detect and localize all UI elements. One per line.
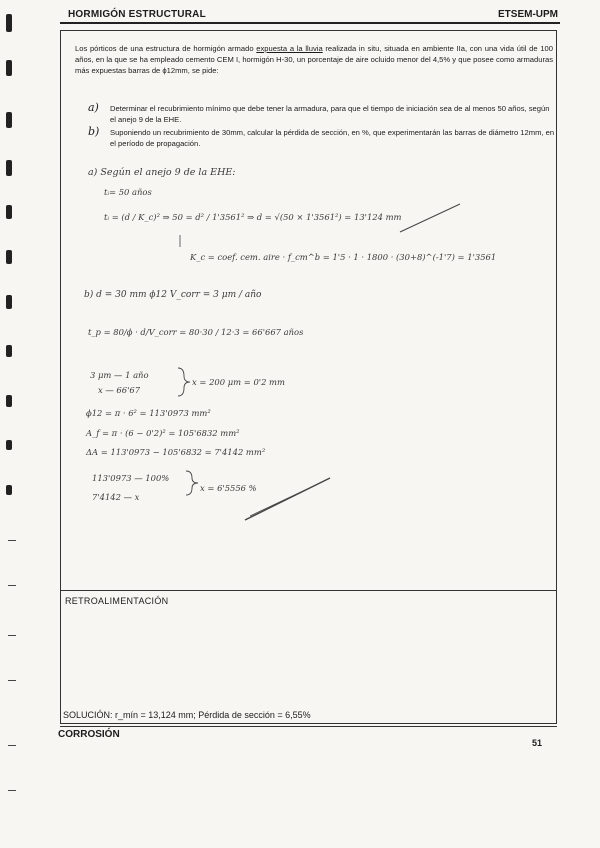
solution-line: SOLUCIÓN: r_mín = 13,124 mm; Pérdida de sección = 6,55%: [63, 710, 311, 720]
hw-b-line6c: x = 6'5556 %: [200, 483, 257, 493]
hw-b-line6a: 113'0973 — 100%: [92, 473, 170, 483]
hw-b-line1: t_p = 80/ϕ · d/V_corr = 80·30 / 12·3 = 66'667 años: [88, 327, 304, 337]
hw-a-line1: tᵢ= 50 años: [104, 187, 152, 197]
hw-a-line2: tᵢ = (d / K_c)² ⇒ 50 = d² / 1'3561² ⇒ d = √(50 × 1'3561²) = 13'124 mm: [104, 212, 402, 222]
task-b-text: Suponiendo un recubrimiento de 30mm, calcular la pérdida de sección, en %, que experimentarán las barras de diámetro 12mm, en el período de propagación.: [110, 128, 555, 148]
task-a-mark: a): [88, 101, 99, 114]
brace-mark: [178, 368, 190, 396]
hw-b-line6b: 7'4142 — x: [92, 492, 140, 502]
task-b-mark: b): [88, 125, 100, 138]
hw-b-line5: ΔA = 113'0973 − 105'6832 = 7'4142 mm²: [86, 447, 266, 457]
task-a-text: Determinar el recubrimiento mínimo que debe tener la armadura, para que el tiempo de iniciación sea de al menos 50 años, según el anejo 9 de la EHE.: [110, 104, 550, 124]
feedback-divider: [60, 590, 557, 591]
footer-rule: [60, 726, 557, 727]
check-stroke: [400, 204, 460, 232]
header-title: HORMIGÓN ESTRUCTURAL: [68, 9, 206, 20]
check-stroke: [250, 482, 322, 516]
hw-b-line4: A_f = π · (6 − 0'2)² = 105'6832 mm²: [86, 428, 240, 438]
hw-b-line2a: 3 μm — 1 año: [90, 370, 149, 380]
statement-underlined: expuesta a la lluvia: [256, 44, 323, 53]
brace-mark: [186, 471, 198, 495]
statement-part2: realizada in situ, situada en ambiente IIa, con una vida útil de 100 años, en la que se ha empleado cemento CEM I, hormigón H-30, un porcentaje de aire ocluido menor del 4,5% y que posee como armaduras más expuestas barras de ϕ12mm, se pide:: [75, 44, 553, 75]
hw-b-line2c: x = 200 μm = 0'2 mm: [192, 377, 285, 387]
hw-b-line2b: x — 66'67: [98, 385, 141, 395]
hw-a-heading: a) Según el anejo 9 de la EHE:: [88, 167, 236, 178]
hw-b-line3: ϕ12 = π · 6² = 113'0973 mm²: [86, 408, 211, 418]
hw-b-heading: b) d = 30 mm ϕ12 V_corr = 3 μm / año: [84, 290, 262, 300]
hw-a-line3: K_c = coef. cem. aire · f_cm^b = 1'5 · 1 · 1800 · (30+8)^(-1'7) = 1'3561: [190, 252, 497, 262]
header-institution: ETSEM-UPM: [498, 9, 558, 20]
page-number: 51: [532, 738, 543, 748]
statement-part1: Los pórticos de una estructura de hormigón armado: [75, 44, 257, 53]
footer-topic: CORROSIÓN: [58, 729, 120, 740]
feedback-label: RETROALIMENTACIÓN: [65, 596, 169, 606]
